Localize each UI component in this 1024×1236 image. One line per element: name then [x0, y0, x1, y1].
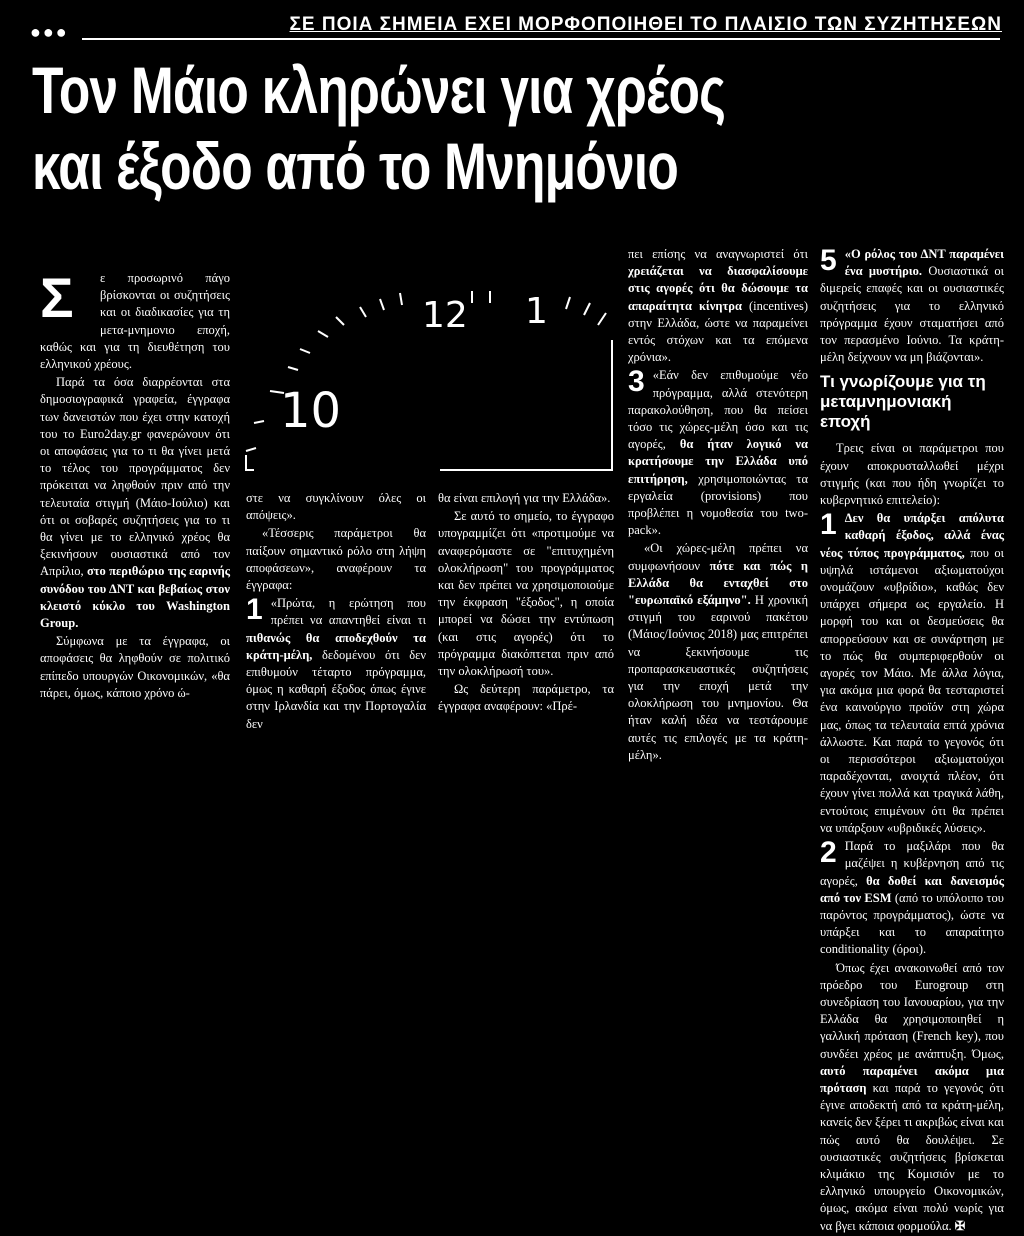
col2-p3b: δεδομένου ότι δεν επιθυμούν τέταρτο πρόγραμμα, όμως η καθαρή έξοδος όπως έγινε στην Ιρλανδία και την Πορτογαλία δεν: [246, 647, 426, 731]
col2-p3a: «Πρώτα, η ερώτηση που πρέπει να απαντηθεί είναι τι: [270, 596, 426, 628]
dropcap: Σ: [40, 266, 74, 329]
col5-p1-bold: «Ο ρόλος του ΔΝΤ παραμένει ένα μυστήριο.: [844, 247, 1004, 279]
clock-numeral-12: 12: [422, 295, 468, 336]
point-number-2: 2: [820, 836, 837, 870]
column-4: [628, 246, 808, 765]
column-2: [246, 490, 426, 734]
col5-p3-bold: Δεν θα υπάρξει απόλυτα καθαρή έξοδος, αλλά ένας νέος τύπος προγράμματος,: [820, 511, 1004, 560]
point-number-3: 3: [628, 365, 645, 399]
col5-paragraph-1: [820, 246, 1004, 366]
column-3: [438, 490, 614, 717]
point-number-1: 1: [246, 593, 263, 627]
col5-paragraph-4: [820, 838, 1004, 958]
col5-p4a: Παρά το μαξιλάρι που θα μαζέψει η κυβέρνηση από τις αγορές,: [820, 839, 1004, 888]
header-dots: ●●●: [30, 22, 69, 42]
col5-p2: Τρεις είναι οι παράμετροι που έχουν αποκρυσταλλωθεί μέχρι στιγμής (και που ήδη γνωρίζει το κυβερνητικό επιτελείο):: [820, 441, 1004, 508]
subheading: Τι γνωρίζουμε για τη μεταμνημονιακή εποχή: [820, 372, 986, 432]
col5-paragraph-3: [820, 510, 1004, 837]
col5-p3b: που οι υψηλά ιστάμενοι αξιωματούχοι ονομάζουν «υβρίδιο», καθώς δεν υπάρχει σήμερα ως εργαλείο. Η μορφή του και οι δεσμεύσεις θα απορρεύσουν και σε συνάρτηση με το πώς θα συμπεριφερθούν οι αγορές τον Μάιο. Με άλλα λόγια, για ακόμα μια φορά θα τεσταριστεί ένα καινούργιο προϊόν στη χώρα μας, όπως τα τελευταία επτά χρόνια άλλωστε. Και παρά το γεγονός ότι οι περισσότεροι αξιωματούχοι παραδέχονται, ανοιχτά πλέον, ότι έχουν γίνει πολλά και τραγικά λάθη, εντούτοις επιμένουν ότι θα πρέπει να υπάρξουν «υβριδικές λύσεις».: [820, 545, 1004, 835]
end-mark-icon: ✠: [954, 1218, 966, 1233]
col5-paragraph-5: [820, 960, 1004, 1235]
section-title: ΣΕ ΠΟΙΑ ΣΗΜΕΙΑ ΕΧΕΙ ΜΟΡΦΟΠΟΙΗΘΕΙ ΤΟ ΠΛΑΙΣΙΟ ΤΩΝ ΣΥΖΗΤΗΣΕΩΝ: [289, 14, 1002, 35]
col4-p2b: χρησιμοποιώντας τα εργαλεία (provisions) που προβλέπει η νομοθεσία του two-pack».: [628, 471, 808, 538]
point-number-1b: 1: [820, 508, 837, 542]
col4-p3-bold: πότε και πώς η Ελλάδα θα ενταχθεί στο "ευρωπαϊκό εξάμηνο".: [628, 558, 808, 608]
clock-numeral-10: 10: [280, 383, 342, 439]
col2-p2: «Τέσσερις παράμετροι θα παίξουν σημαντικό ρόλο στη λήψη αποφάσεων», αναφέρουν τα έγγραφα:: [246, 526, 426, 593]
col5-p5-bold: αυτό παραμένει ακόμα μια πρόταση: [820, 1063, 1004, 1095]
col5-p5a: Όπως έχει ανακοινωθεί από τον πρόεδρο του Eurogroup στη συνεδρίαση του Ιανουαρίου, για την Ελλάδα θα χρησιμοποιηθεί η γαλλική πρόταση (French key), που συνδέει χρέος με ανάπτυξη. Όμως,: [820, 960, 1004, 1061]
headline-line-2: και έξοδο από το Μνημόνιο: [32, 129, 679, 203]
col3-p3: Ως δεύτερη παράμετρο, τα έγγραφα αναφέρουν: «Πρέ-: [438, 682, 614, 714]
headline: [32, 52, 781, 204]
clock-face-graphic: [240, 255, 620, 485]
col4-p2-bold: θα ήταν λογικό να κρατήσουμε την Ελλάδα υπό επιτήρηση,: [628, 437, 808, 486]
column-5: [820, 246, 1004, 1236]
col1-p1: ε προσωρινό πάγο βρίσκονται οι συζητήσεις και οι διαδικασίες για τη μετα-μνημονιο εποχή, καθώς και για τη διευθέτηση του ελληνικού χρέους.: [40, 271, 230, 372]
clock-numeral-1: 1: [525, 291, 548, 332]
col1-p2: Παρά τα όσα διαρρέονται στα δημοσιογραφικά γραφεία, έγγραφα των δανειστών που έχει στην κατοχή του το Euro2day.gr φανερώνουν ότι οι αποφάσεις για το τι θα γίνει μετά το τέλος του προγράμματος δεν πρόκειται να ληφθούν πριν από την τελευταία στιγμή (Μάιο-Ιούλιο) και ότι οι σοβαρές συζητήσεις για το τι θα γίνει με το ελληνικό χρέος θα ξεκινήσουν ουσιαστικά από τον Απρίλιο,: [40, 375, 230, 579]
clock-illustration: [240, 255, 620, 485]
col4-paragraph-3: [628, 540, 808, 764]
column-1: [40, 266, 231, 703]
point-number-5: 5: [820, 244, 837, 277]
col4-p2a: «Εάν δεν επιθυμούμε νέο πρόγραμμα, αλλά στενότερη παρακολούθηση, που θα πείσει τόσο τις χώρες-μέλη όσο και τις αγορές,: [628, 368, 808, 452]
col3-p2: Σε αυτό το σημείο, το έγγραφο υπογραμμίζει ότι «προτιμούμε να αναφερόμαστε σε "επιτυχημένη ολοκλήρωση" του προγράμματος και δεν πρέπει να χρησιμοποιούμε την έκφραση "έξοδος", η οποία μπορεί να δώσει την εντύπωση (και στις αγορές) ότι το πρόγραμμα διακόπτεται πριν από την ολοκλήρωσή του».: [438, 509, 614, 679]
col2-p1: στε να συγκλίνουν όλες οι απόψεις».: [246, 491, 426, 523]
col4-paragraph-2: [628, 367, 808, 539]
col1-paragraph-2: [40, 374, 230, 632]
col4-p1b: (incentives) στην Ελλάδα, ώστε να παραμείνει εντός στόχων και τα επόμενα χρόνια».: [628, 298, 808, 365]
col4-p3b: Η χρονική στιγμή του εαρινού πακέτου (Μάιος/Ιούνιος 2018) μας επιτρέπει να ξεκινήσουμε τις προπαρασκευαστικές συζητήσεις για την εποχή μετά την ολοκλήρωση του μνημονίου. Θα ήταν καλή ιδέα να τεστάρουμε αυτές τις επιλογές με τα κράτη-μέλη».: [628, 593, 808, 762]
col4-paragraph-1: [628, 246, 808, 366]
col5-p1b: Ουσιαστικά οι διμερείς επαφές και οι ουσιαστικές συζητήσεις για το ελληνικό πρόγραμμα έχουν σταματήσει από τον περασμένο Ιούνιο. Τα κράτη-μέλη δείχνουν να μη βιάζονται».: [820, 264, 1004, 365]
col2-paragraph-3: [246, 595, 426, 733]
headline-line-1: Τον Μάιο κληρώνει για χρέος: [32, 53, 726, 127]
col5-p5b: και παρά το γεγονός ότι έγινε αποδεκτή από τα κράτη-μέλη, κανείς δεν ξέρει τι ακριβώς είναι και πώς αυτό θα δουλέψει. Σε ουσιαστικές συζητήσεις βρίσκεται κλιμάκιο της Κομισιόν με το ελληνικό υπουργείο Οικονομικών, όμως, ακόμα είναι πολύ νωρίς για να βγει κάποια φορμούλα.: [820, 1080, 1005, 1233]
col5-p4-bold: θα δοθεί και δανεισμός από τον ESM: [820, 873, 1005, 905]
col2-p3-bold: πιθανώς θα αποδεχθούν τα κράτη-μέλη,: [246, 630, 426, 662]
col4-p1a: πει επίσης να αναγνωριστεί ότι: [628, 247, 808, 261]
col1-paragraph-3: Σύμφωνα με τα έγγραφα, οι αποφάσεις θα ληφθούν σε πολιτικό επίπεδο υπουργών Οικονομικών, «θα πάρει, όμως, κάποιο χρόνο ώ-: [40, 634, 230, 700]
col1-p2-bold: στο περιθώριο της εαρινής συνόδου του ΔΝΤ και βεβαίως στον κλειστό κύκλο του Washington Group.: [40, 564, 231, 631]
col3-p1: θα είναι επιλογή για την Ελλάδα».: [438, 491, 611, 505]
col5-p4b: (από το υπόλοιπο του παρόντος προγράμματος), ώστε να υπάρξει και το απαραίτητο conditionality (όροι).: [820, 890, 1005, 957]
header-rule: [82, 38, 1000, 40]
intro-paragraph: [40, 266, 230, 373]
col4-p1-bold: χρειάζεται να διασφαλίσουμε στις αγορές ότι θα δώσουμε τα απαραίτητα κίνητρα: [628, 264, 808, 313]
col4-p3a: «Οι χώρες-μέλη πρέπει να συμφωνήσουν: [628, 541, 808, 573]
